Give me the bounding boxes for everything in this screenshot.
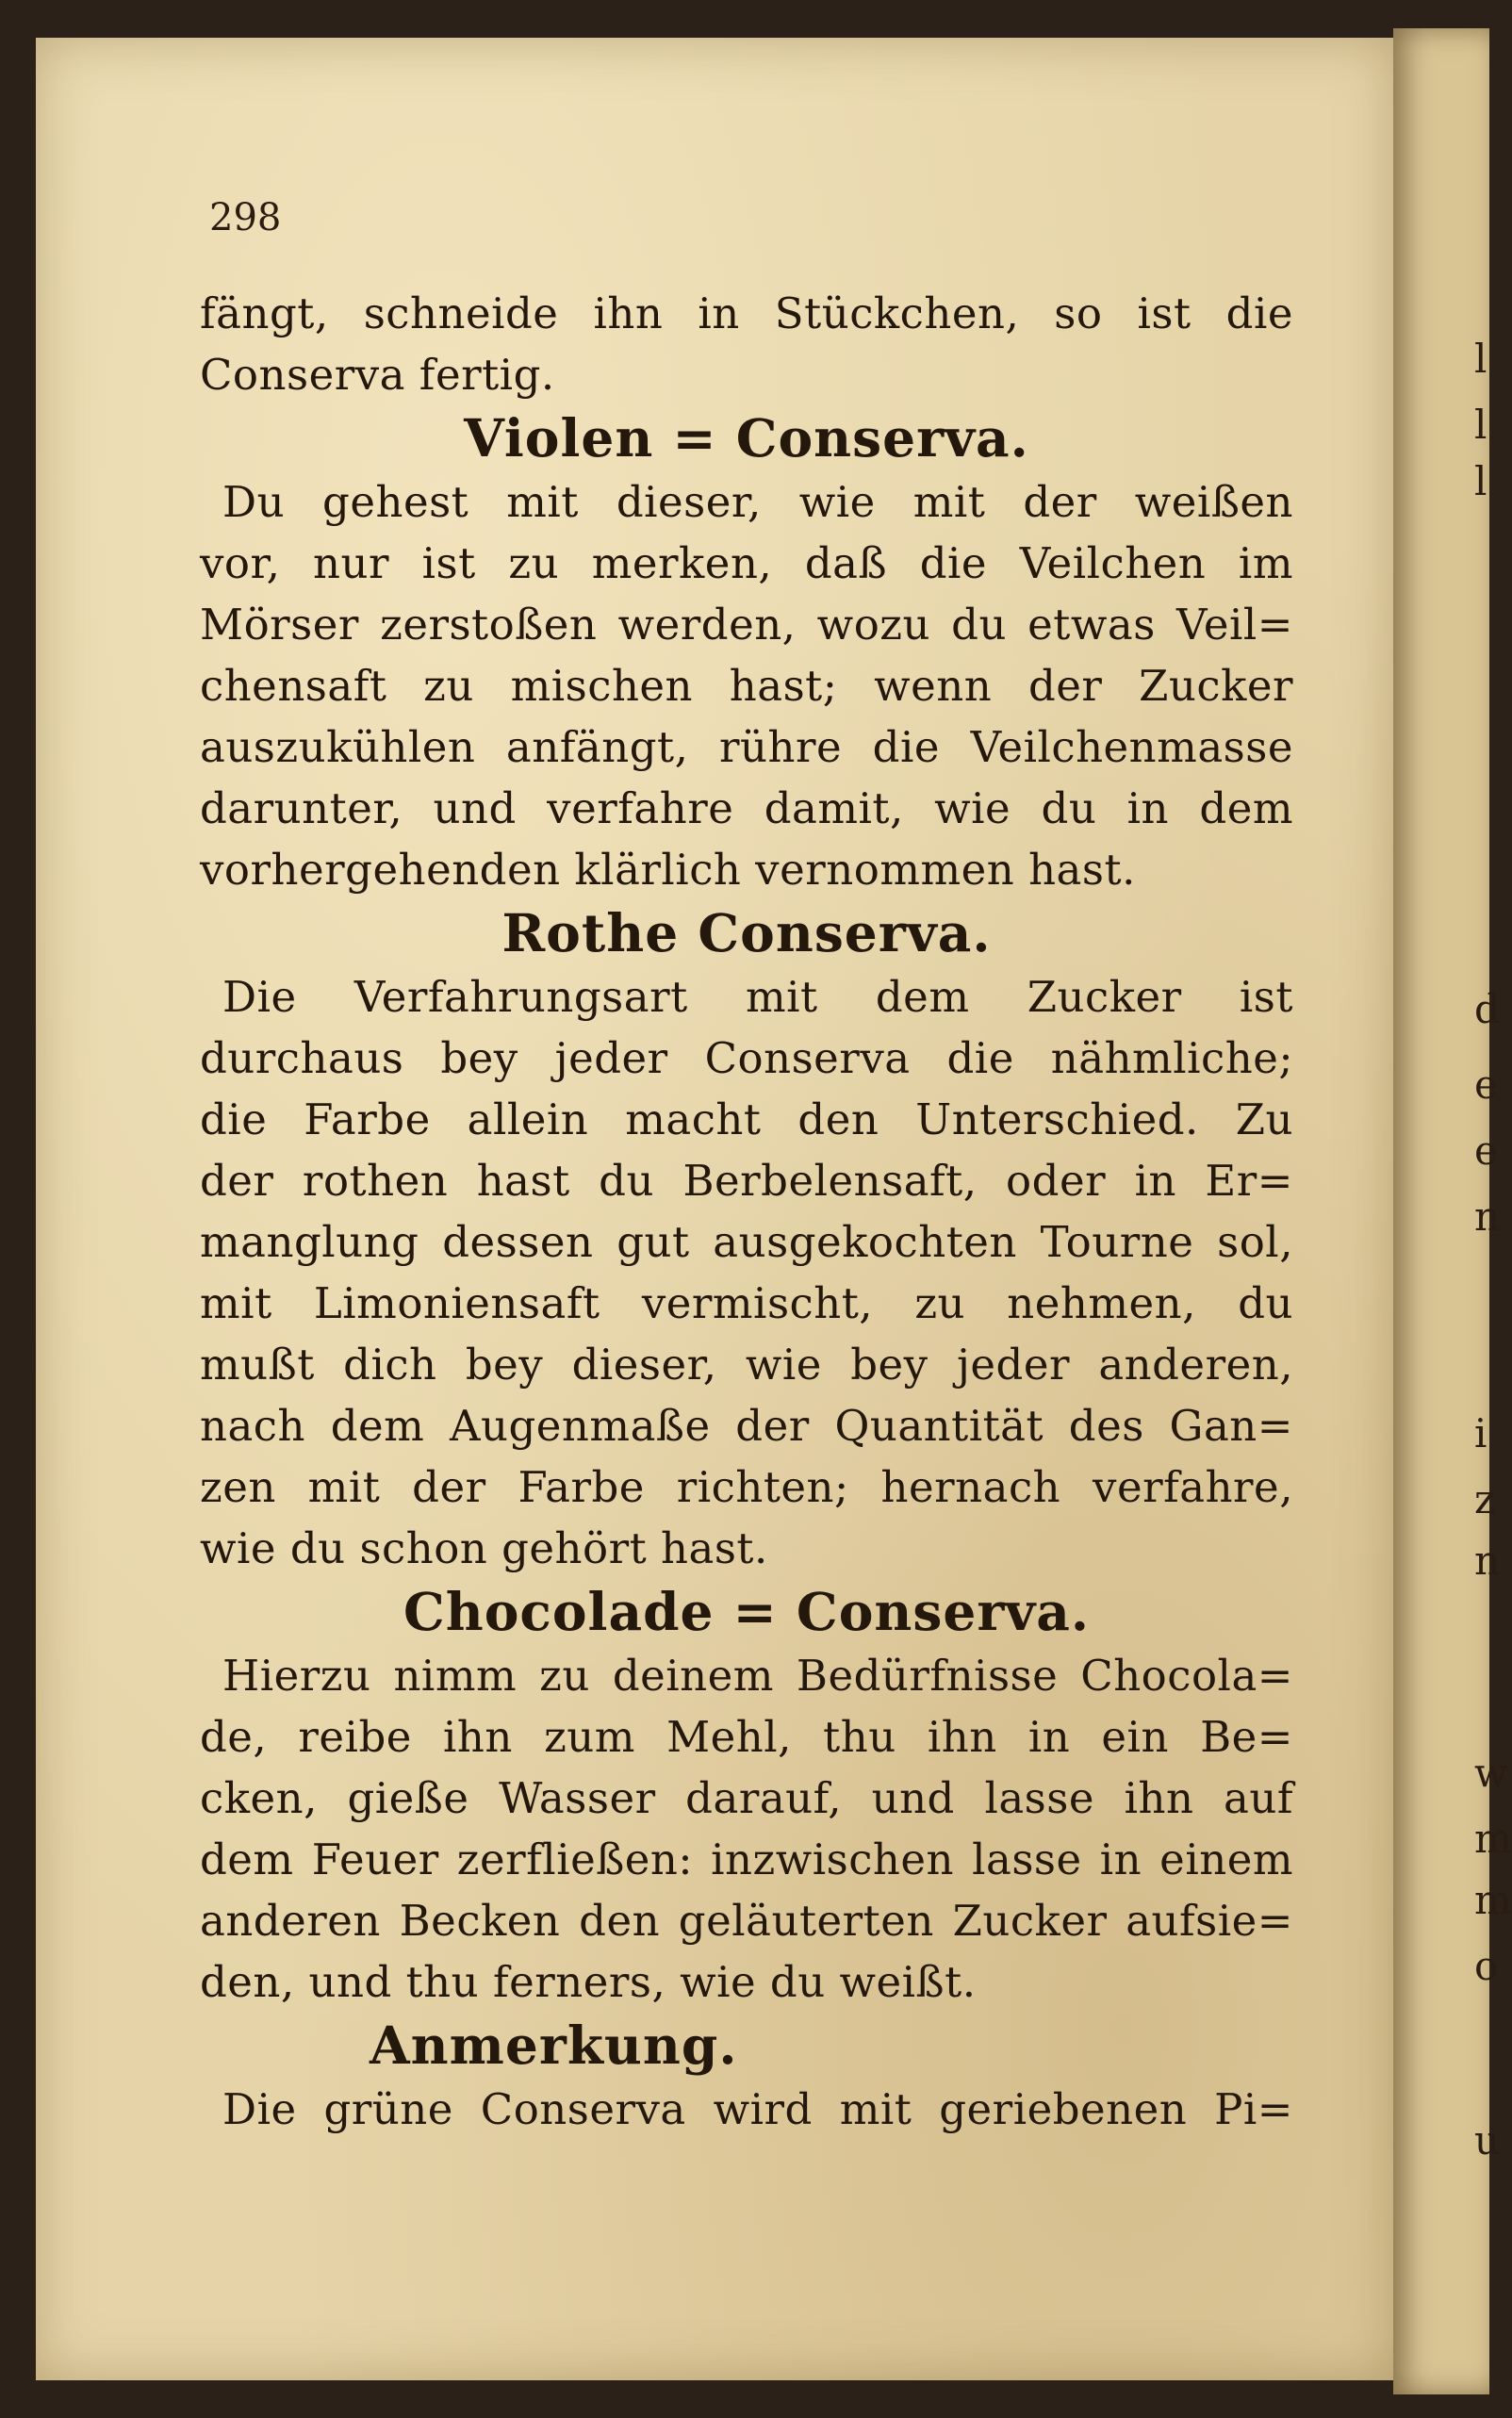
section-heading: Rothe Conserva. xyxy=(501,902,992,963)
facing-page-fragment: n xyxy=(1474,1193,1501,1240)
text-line: durchaus bey jeder Conserva die nähmliche; xyxy=(200,1033,1293,1083)
section-heading: Violen = Conserva. xyxy=(464,407,1029,469)
text-line: Die Verfahrungsart mit dem Zucker ist xyxy=(222,972,1293,1022)
text-line: mit Limoniensaft vermischt, zu nehmen, du xyxy=(200,1278,1293,1328)
page-text xyxy=(200,283,1293,2140)
text-line: den, und thu ferners, wie du weißt. xyxy=(200,1957,977,2007)
facing-page-fragment: w xyxy=(1474,1750,1508,1796)
text-line: chensaft zu mischen hast; wenn der Zucker xyxy=(200,661,1293,711)
text-line: anderen Becken den geläuterten Zucker aufsie= xyxy=(200,1896,1293,1946)
text-line: auszukühlen anfängt, rühre die Veilchenmasse xyxy=(200,722,1293,772)
text-line: zen mit der Farbe richten; hernach verfahre, xyxy=(200,1462,1293,1512)
text-line: Conserva fertig. xyxy=(200,350,555,400)
text-line: cken, gieße Wasser darauf, und lasse ihn auf xyxy=(200,1773,1293,1823)
text-line: mußt dich bey dieser, wie bey jeder anderen, xyxy=(200,1340,1293,1390)
text-line: Hierzu nimm zu deinem Bedürfnisse Chocola= xyxy=(222,1651,1293,1701)
section-heading: Chocolade = Conserva. xyxy=(403,1581,1091,1642)
facing-page-fragment: m xyxy=(1474,1816,1512,1862)
facing-page-fragment: o xyxy=(1474,1943,1499,1989)
facing-page-fragment: m xyxy=(1474,1877,1512,1923)
text-line: Du gehest mit dieser, wie mit der weißen xyxy=(222,477,1293,527)
facing-page-edge xyxy=(1393,28,1512,2394)
text-line: wie du schon gehört hast. xyxy=(200,1523,768,1573)
text-line: de, reibe ihn zum Mehl, thu ihn in ein Be= xyxy=(200,1712,1293,1762)
facing-page-fragment: u xyxy=(1474,2117,1501,2163)
text-line: darunter, und verfahre damit, wie du in dem xyxy=(200,783,1293,833)
text-line: die Farbe allein macht den Unterschied. Zu xyxy=(200,1094,1293,1144)
facing-page-fragment: z xyxy=(1474,1476,1496,1522)
facing-page-fragment: l xyxy=(1474,402,1487,448)
page-number: 298 xyxy=(209,196,282,239)
text-line: Mörser zerstoßen werden, wozu du etwas Veil= xyxy=(200,600,1293,650)
facing-page-fragment: e xyxy=(1474,1127,1498,1174)
section-heading: Anmerkung. xyxy=(370,2015,738,2076)
text-line: vorhergehenden klärlich vernommen hast. xyxy=(200,845,1136,895)
facing-page-fragment: e xyxy=(1474,1061,1498,1108)
facing-page-fragment: n xyxy=(1474,1538,1501,1584)
text-line: der rothen hast du Berbelensaft, oder in Er= xyxy=(200,1156,1293,1206)
facing-page-fragment: l xyxy=(1474,336,1487,382)
text-line: dem Feuer zerfließen: inzwischen lasse in einem xyxy=(200,1834,1293,1884)
text-line: Die grüne Conserva wird mit geriebenen Pi= xyxy=(222,2084,1293,2134)
text-line: fängt, schneide ihn in Stückchen, so ist die xyxy=(200,288,1293,338)
text-line: nach dem Augenmaße der Quantität des Gan= xyxy=(200,1401,1293,1451)
text-line: manglung dessen gut ausgekochten Tourne sol, xyxy=(200,1217,1293,1267)
text-line: vor, nur ist zu merken, daß die Veilchen im xyxy=(200,538,1293,588)
facing-page-fragment: d xyxy=(1474,986,1500,1032)
facing-page-fragment: l xyxy=(1474,458,1487,504)
facing-page-fragment: i xyxy=(1474,1410,1487,1456)
